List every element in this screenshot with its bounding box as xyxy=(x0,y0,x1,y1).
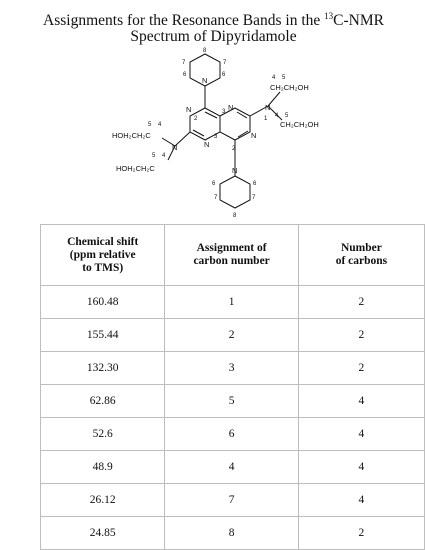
group-top-right-2: CH₂CH₂OH xyxy=(280,120,319,129)
shift-cell: 62.86 xyxy=(41,385,165,418)
document-title xyxy=(0,8,427,45)
count-cell: 4 xyxy=(298,451,424,484)
count-cell: 2 xyxy=(298,352,424,385)
svg-text:7: 7 xyxy=(252,195,256,201)
shift-cell: 52.6 xyxy=(41,418,165,451)
amine-n-right: N xyxy=(265,103,271,112)
count-cell: 4 xyxy=(298,484,424,517)
group-left-1: HOH₂CH₂C xyxy=(112,131,151,140)
assignment-cell: 7 xyxy=(165,484,298,517)
group-top-right-1: CH₂CH₂OH xyxy=(270,83,309,92)
title-line-2: Spectrum of Dipyridamole xyxy=(130,28,297,46)
bottom-piperidine-ring xyxy=(220,176,250,208)
header-assignment: Assignment of carbon number xyxy=(165,225,298,286)
svg-text:6: 6 xyxy=(212,181,216,187)
header-number-of-carbons: Number of carbons xyxy=(298,225,424,286)
dipyridamole-structure xyxy=(100,46,340,224)
svg-text:7: 7 xyxy=(214,195,218,201)
svg-text:7: 7 xyxy=(182,60,186,66)
table-row xyxy=(41,286,425,319)
table-row xyxy=(41,451,425,484)
count-cell: 4 xyxy=(298,385,424,418)
count-cell: 2 xyxy=(298,286,424,319)
table-row xyxy=(41,484,425,517)
svg-text:6: 6 xyxy=(183,72,187,78)
table-row xyxy=(41,352,425,385)
assignment-cell: 6 xyxy=(165,418,298,451)
table-row xyxy=(41,385,425,418)
core-n-d: N xyxy=(204,140,210,149)
svg-text:4: 4 xyxy=(158,122,162,128)
svg-text:2: 2 xyxy=(232,146,236,152)
svg-text:1: 1 xyxy=(264,116,268,122)
header-chemical-shift: Chemical shift (ppm relative to TMS) xyxy=(41,225,165,286)
table-row xyxy=(41,418,425,451)
shift-cell: 155.44 xyxy=(41,319,165,352)
assignment-cell: 8 xyxy=(165,517,298,550)
core-n-c: N xyxy=(251,131,257,140)
count-cell: 4 xyxy=(298,418,424,451)
bottom-ring-n: N xyxy=(232,166,238,175)
svg-text:5: 5 xyxy=(282,75,286,81)
svg-text:8: 8 xyxy=(203,48,207,54)
table-header-row xyxy=(41,225,425,286)
svg-text:8: 8 xyxy=(233,213,237,219)
assignment-cell: 4 xyxy=(165,451,298,484)
title-line-1: Assignments for the Resonance Bands in the $^{13}$C-NMR xyxy=(43,11,384,30)
svg-text:4: 4 xyxy=(275,113,279,119)
svg-text:7: 7 xyxy=(223,60,227,66)
svg-text:5: 5 xyxy=(285,113,289,119)
count-cell: 2 xyxy=(298,319,424,352)
svg-text:2: 2 xyxy=(194,116,198,122)
table-row xyxy=(41,319,425,352)
shift-cell: 26.12 xyxy=(41,484,165,517)
core-n-a: N xyxy=(186,105,192,114)
count-cell: 2 xyxy=(298,517,424,550)
svg-text:3: 3 xyxy=(222,109,226,115)
table-row xyxy=(41,517,425,550)
svg-text:3: 3 xyxy=(214,134,218,140)
assignment-cell: 2 xyxy=(165,319,298,352)
nmr-assignment-table xyxy=(40,224,425,550)
svg-text:5: 5 xyxy=(152,153,156,159)
amine-n-left: N xyxy=(172,143,178,152)
assignment-cell: 5 xyxy=(165,385,298,418)
shift-cell: 132.30 xyxy=(41,352,165,385)
assignment-cell: 1 xyxy=(165,286,298,319)
assignment-cell: 3 xyxy=(165,352,298,385)
group-left-2: HOH₂CH₂C xyxy=(116,164,155,173)
top-ring-n: N xyxy=(202,76,208,85)
svg-text:6: 6 xyxy=(253,181,257,187)
core-n-b: N xyxy=(228,103,234,112)
shift-cell: 160.48 xyxy=(41,286,165,319)
svg-text:4: 4 xyxy=(272,75,276,81)
svg-text:5: 5 xyxy=(148,122,152,128)
svg-text:4: 4 xyxy=(162,153,166,159)
shift-cell: 48.9 xyxy=(41,451,165,484)
svg-text:6: 6 xyxy=(222,72,226,78)
shift-cell: 24.85 xyxy=(41,517,165,550)
